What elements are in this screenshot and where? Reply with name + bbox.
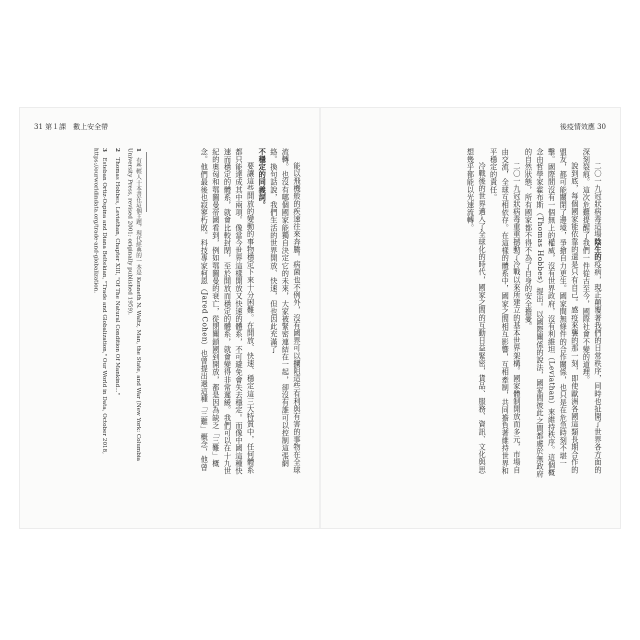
right-body-paragraph-2: 說到底，每個國家能依靠的還是只有自己。感疫來襲的那一刻，即使歐洲各國這類長期合作的盟友，都可能關閉了邊境，爭搶自力更生。國家間無條件的合作關係，也只是在危急時刻不堪一擊。國際間沒有一個無上的權威，沒有世界政府，沒有利維坦（Leviathan）來維持秩序。這個概念由哲學家霍布斯（Thomas Hobbes）提出。以國際關係的說法，國家間彼此之間都處於無政府的自然狀態，所有國家都不得不為了自身的安全擔憂。 xyxy=(524,148,580,478)
footnote-3: 3 Esteban Ortiz-Ospina and Diana Beltekian, "Trade and Globalization," Our World in Data, October 2018, https://ourworldindata.org/trade-and-globalization. xyxy=(92,148,108,454)
right-page xyxy=(321,108,620,528)
footnote-separator xyxy=(146,152,147,212)
right-body-paragraph-3: 二〇一九冠狀病毒重重撼動了冷戰以來所建立的基本世界架構。國家體制開放而多元，市場自由交流，全球互相依存。在這樣的體系中，國家之間相互影響，互相牽制，共同擔負著維持世界和平穩定的責任。 xyxy=(489,148,522,475)
left-page-header: 31 第１課 數上安全帶 xyxy=(34,123,109,131)
footnotes xyxy=(30,148,142,478)
right-page-header: 後疫情效應 30 xyxy=(559,123,606,131)
left-body-paragraph-2: 不穩定的同義詞。 xyxy=(258,148,268,209)
right-page-body xyxy=(342,148,604,478)
left-body-paragraph-1: 能以飛機般的疾速往來奔騰。病菌也不例外，沒有國界可以攔阻這些有利與有害的事物在全球流轉。也沒有哪個國家能獨自決定它的未來，大家被緊密連結在一起，卻沒有誰可以控制這張網絡。換句話說，我們生活的世界開放、快速，但也因此充滿了 xyxy=(269,148,302,474)
left-page-body xyxy=(153,148,303,478)
left-page xyxy=(20,108,319,528)
footnote-1: 1 有些輕人十本書在這個主題，現代經典的一本是 Kenneth N. Waltz, Man, the State, and War (New York: Columbia University Press, revised 2001; originally published 1959). xyxy=(126,148,141,461)
right-body-paragraph-1: 二〇一九冠狀病毒這場陰生的疫病，現正顛覆著我們的日常秩序，同時也扯開了世界各方面的深刻裂痕。這次危難提醒了我們一件從古至今，國際社會不變的道理。 xyxy=(582,148,603,475)
book-spread xyxy=(20,108,620,528)
right-body-paragraph-4: 冷戰後的世界邁入了全球化的時代，國家之間的互動日益緊密，貨品、服務、資訊、文化與思想幾乎都能以光速流轉。 xyxy=(466,148,488,474)
footnote-2: 2 Thomas Hobbes, Leviathan, Chapter XIII, "Of The Natural Condition Of Mankind..." xyxy=(113,148,120,396)
left-body-paragraph-3: 要讓這些開放的變動的事物穩定下來十分困難。在開放、快速、穩定這三大特質中，任何體系都只能達成其中兩項。像當今世界這樣開放又快速的體系，不可避免會失去穩定。而像中國這種快速而穩定的體系，就會比較封閉，至於開放而穩定的體系，就會變得非常遲緩。我們可以在十九世紀的奧匈和鄂圖曼帝國看到，例如鄂圖曼的衰亡，從閉關鎖國到開放，都是因為缺乏「三難」概念。他們最後也寂寥朽敗。科技專家柯恩（Jared Cohen）也曾提出過這種「三難」概念，他曾 xyxy=(200,148,256,475)
